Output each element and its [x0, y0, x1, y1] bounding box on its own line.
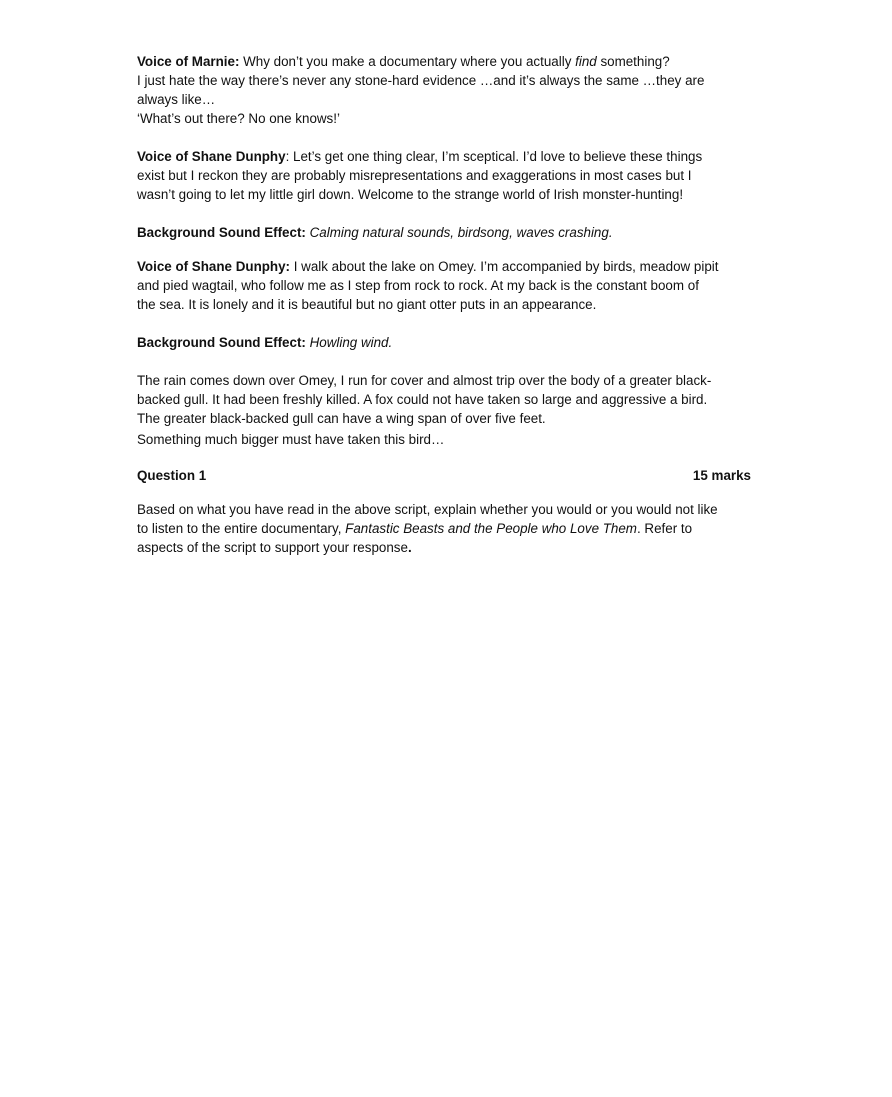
shane-dialogue-1 — [137, 147, 762, 204]
shane1-speaker: Voice of Shane Dunphy — [137, 149, 286, 164]
question-line-3: aspects of the script to support your response. — [137, 540, 412, 555]
shane2-line-3: the sea. It is lonely and it is beautiful but no giant otter puts in an appearance. — [137, 297, 597, 312]
marnie-line-1: Voice of Marnie: Why don’t you make a documentary where you actually find something? — [137, 54, 670, 69]
shane2-speaker: Voice of Shane Dunphy: — [137, 259, 291, 274]
sound-effect-label: Background Sound Effect: — [137, 335, 306, 350]
sound-effect-1 — [137, 223, 762, 242]
marnie-line-3: always like… — [137, 92, 216, 107]
question-heading — [137, 466, 751, 485]
question-line-1: Based on what you have read in the above script, explain whether you would or you would not like — [137, 502, 718, 517]
sound-effect-2 — [137, 333, 762, 352]
question-body — [137, 500, 762, 557]
narration-line-4: Something much bigger must have taken this bird… — [137, 432, 445, 447]
question-marks: 15 marks — [692, 468, 751, 483]
question-line-2: to listen to the entire documentary, Fantastic Beasts and the People who Love Them. Refer to — [137, 521, 693, 536]
shane-dialogue-2 — [137, 257, 762, 314]
shane1-line-1: Voice of Shane Dunphy: Let’s get one thing clear, I’m sceptical. I’d love to believe these things — [137, 149, 703, 164]
sound-effect-text: Howling wind. — [309, 335, 393, 350]
shane2-line-2: and pied wagtail, who follow me as I step from rock to rock. At my back is the constant boom of — [137, 278, 699, 293]
narration-line-3: The greater black-backed gull can have a wing span of over five feet. — [137, 411, 546, 426]
marnie-line-2: I just hate the way there’s never any stone-hard evidence …and it’s always the same …they are — [137, 73, 705, 88]
marnie-dialogue — [137, 52, 762, 128]
sound-effect-label: Background Sound Effect: — [137, 225, 306, 240]
shane1-line-2: exist but I reckon they are probably misrepresentations and exaggerations in most cases but I — [137, 168, 692, 183]
question-title: Question 1 — [137, 468, 207, 483]
sound-effect-text: Calming natural sounds, birdsong, waves crashing. — [309, 225, 613, 240]
document-page — [137, 52, 762, 557]
narration-line-1: The rain comes down over Omey, I run for cover and almost trip over the body of a greater black- — [137, 373, 712, 388]
marnie-line-4: ‘What’s out there? No one knows!’ — [137, 111, 340, 126]
narration — [137, 371, 762, 449]
marnie-speaker: Voice of Marnie: — [137, 54, 240, 69]
emphasis-find: find — [575, 54, 597, 69]
narration-line-2: backed gull. It had been freshly killed. A fox could not have taken so large and aggressive a bird. — [137, 392, 708, 407]
documentary-title: Fantastic Beasts and the People who Love Them — [345, 521, 637, 536]
shane2-line-1: Voice of Shane Dunphy: I walk about the lake on Omey. I’m accompanied by birds, meadow pipit — [137, 259, 719, 274]
shane1-line-3: wasn’t going to let my little girl down. Welcome to the strange world of Irish monster-hunting! — [137, 187, 684, 202]
